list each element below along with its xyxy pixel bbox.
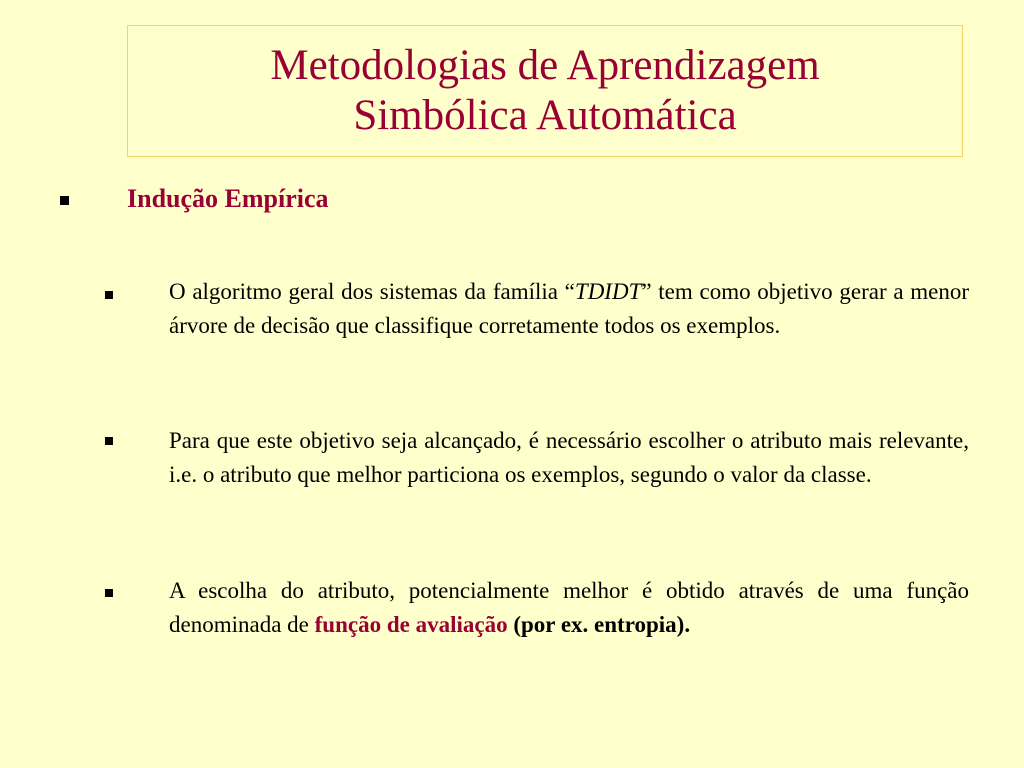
bullet-1-text-start: O algoritmo geral dos sistemas da família “	[169, 279, 575, 304]
entropy-example: (por ex. entropia)	[513, 612, 685, 637]
bullet-3-period: .	[684, 612, 691, 637]
bullet-2-text: Para que este objetivo seja alcançado, é necessário escolher o atributo mais relevante, i.e. o atributo que melhor particiona os exemplos, segundo o valor da classe.	[169, 428, 969, 487]
bullet-1-emphasis: TDIDT	[574, 279, 642, 304]
sub-bullet-icon	[105, 291, 113, 299]
bullet-paragraph-3	[169, 574, 969, 642]
bullet-paragraph-2	[169, 424, 969, 492]
slide-title	[127, 25, 963, 157]
sub-bullet-icon	[105, 589, 113, 597]
evaluation-function-term: função de avaliação	[314, 612, 508, 637]
main-bullet-icon	[60, 196, 69, 205]
bullet-paragraph-1	[169, 275, 969, 343]
title-line-1: Metodologias de Aprendizagem	[270, 42, 820, 89]
bullet-1-text-end: ” tem como objetivo gerar a menor árvore de decisão que classifique corretamente todos os exemplos.	[169, 279, 969, 338]
section-heading: Indução Empírica	[127, 184, 329, 213]
sub-bullet-icon	[105, 437, 113, 445]
bullet-3-text-start: A escolha do atributo, potencialmente melhor é obtido através de uma função denominada de	[169, 578, 969, 637]
title-line-2: Simbólica Automática	[353, 92, 737, 139]
